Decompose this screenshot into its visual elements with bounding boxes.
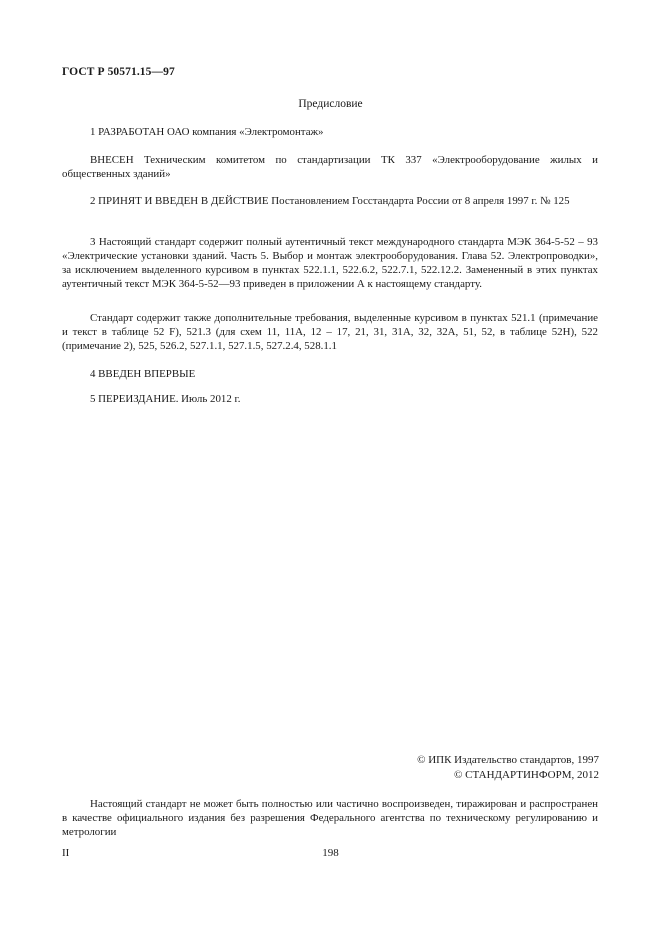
copyright-line-1: © ИПК Издательство стандартов, 1997 bbox=[417, 754, 599, 766]
paragraph-developed-by: 1 РАЗРАБОТАН ОАО компания «Электромонтаж» bbox=[90, 126, 324, 138]
roman-page-number: II bbox=[62, 847, 70, 859]
standard-code: ГОСТ Р 50571.15—97 bbox=[62, 66, 175, 78]
copyright-line-2: © СТАНДАРТИНФОРМ, 2012 bbox=[454, 769, 599, 781]
reproduction-notice: Настоящий стандарт не может быть полностью или частично воспроизведен, тиражирован и распространен в качестве официального издания без разрешения Федерального агентства по техническому регулированию и метрологии bbox=[62, 798, 598, 838]
paragraph-first-introduced: 4 ВВЕДЕН ВПЕРВЫЕ bbox=[90, 368, 196, 380]
paragraph-adopted: 2 ПРИНЯТ И ВВЕДЕН В ДЕЙСТВИЕ Постановлением Госстандарта России от 8 апреля 1997 г. № 125 bbox=[90, 195, 570, 207]
paragraph-standard-content: 3 Настоящий стандарт содержит полный аутентичный текст международного стандарта МЭК 364-5-52 – 93 «Электрические установки зданий. Часть 5. Выбор и монтаж электрооборудования. Глава 52. Электропроводки», за исключением выделенного курсивом в пунктах 522.1.1, 522.6.2, 522.7.1, 522.12.2. Замененный в этих пунктах аутентичный текст МЭК 364-5-52—93 приведен в приложении А к настоящему стандарту. bbox=[62, 236, 598, 290]
preface-title: Предисловие bbox=[298, 98, 363, 110]
page-number: 198 bbox=[322, 847, 339, 859]
paragraph-reissue: 5 ПЕРЕИЗДАНИЕ. Июль 2012 г. bbox=[90, 393, 241, 405]
paragraph-additional-requirements: Стандарт содержит также дополнительные требования, выделенные курсивом в пунктах 521.1 (примечание и текст в таблице 52 F), 521.3 (для схем 11, 11А, 12 – 17, 21, 31, 31А, 32, 32А, 51, 52, в таблице 52Н), 522 (примечание 2), 525, 526.2, 527.1.1, 527.1.5, 527.2.4, 528.1.1 bbox=[62, 312, 598, 352]
paragraph-introduced-by: ВНЕСЕН Техническим комитетом по стандартизации ТК 337 «Электрооборудование жилых и общественных зданий» bbox=[62, 154, 598, 180]
